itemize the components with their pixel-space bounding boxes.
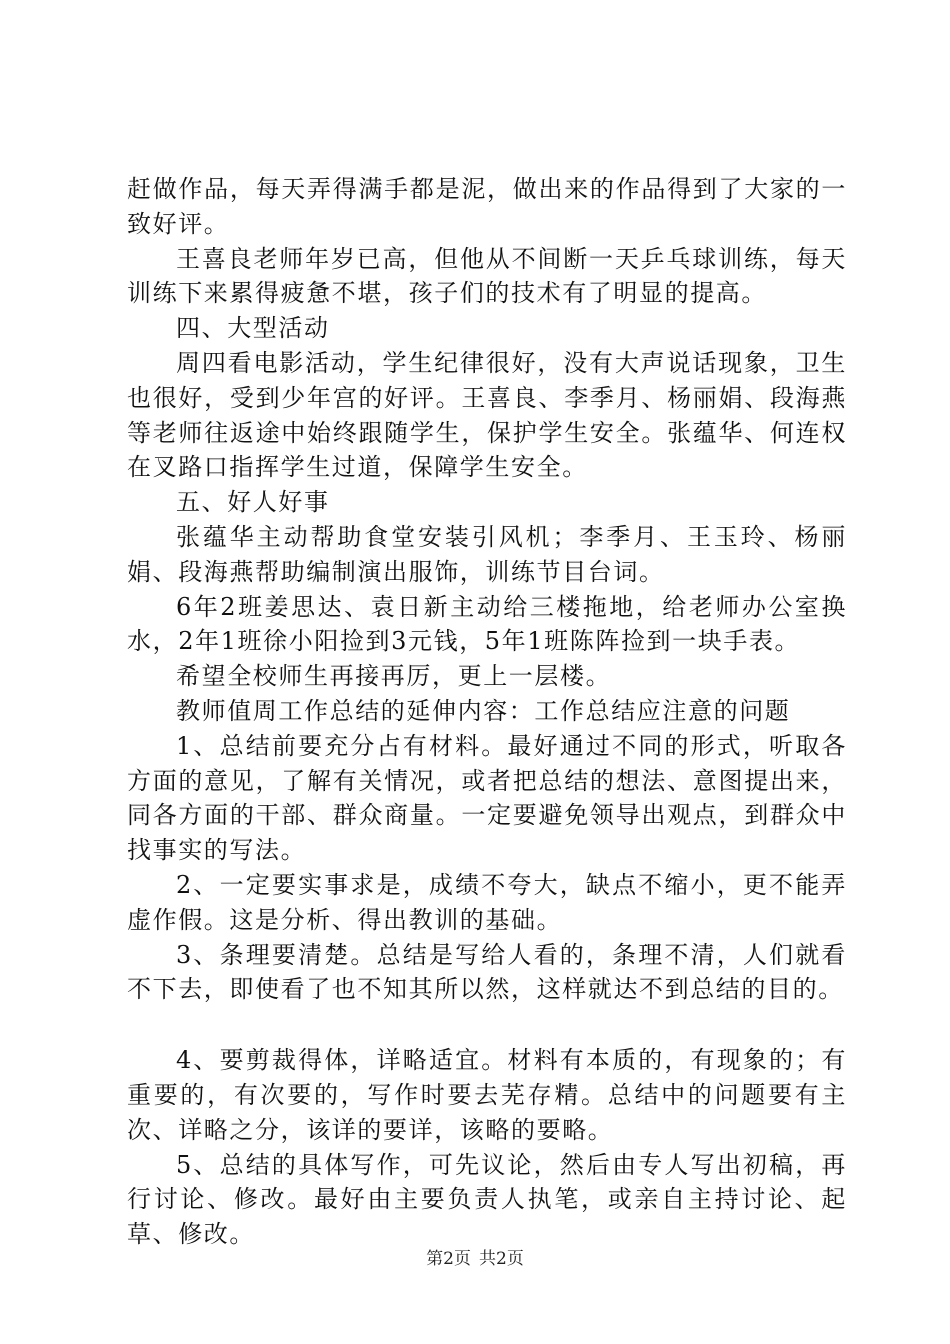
tip-5: 5、总结的具体写作，可先议论，然后由专人写出初稿，再行讨论、修改。最好由主要负责人执笔，或亲自主持讨论、起草、修改。: [127, 1150, 847, 1249]
paragraph-4: 张蕴华主动帮助食堂安装引风机；李季月、王玉玲、杨丽娟、段海燕帮助编制演出服饰，训练节目台词。: [127, 522, 847, 586]
blank-line: [127, 1007, 847, 1043]
page-number-total: 共2页: [479, 1249, 524, 1269]
section-heading-5: 五、好人好事: [176, 488, 330, 517]
section-heading-4: 四、大型活动: [176, 314, 330, 343]
paragraph-2: 王喜良老师年岁已高，但他从不间断一天乒乓球训练，每天训练下来累得疲惫不堪，孩子们的技术有了明显的提高。: [127, 244, 847, 308]
tip-1: 1、总结前要充分占有材料。最好通过不同的形式，听取各方面的意见，了解有关情况，或者把总结的想法、意图提出来，同各方面的干部、群众商量。一定要避免领导出观点，到群众中找事实的写法。: [127, 731, 847, 865]
paragraph-5: 6年2班姜思达、袁日新主动给三楼拖地，给老师办公室换水，2年1班徐小阳捡到3元钱，5年1班陈阵捡到一块手表。: [127, 592, 847, 656]
page-footer: [0, 1244, 950, 1269]
paragraph-6: 希望全校师生再接再厉，更上一层楼。: [176, 662, 612, 691]
tip-4: 4、要剪裁得体，详略适宜。材料有本质的，有现象的；有重要的，有次要的，写作时要去芜存精。总结中的问题要有主次、详略之分，该详的要详，该略的要略。: [127, 1046, 847, 1144]
paragraph-3: 周四看电影活动，学生纪律很好，没有大声说话现象，卫生也很好，受到少年宫的好评。王喜良、李季月、杨丽娟、段海燕等老师往返途中始终跟随学生，保护学生安全。张蕴华、何连权在叉路口指挥学生过道，保障学生安全。: [127, 348, 847, 482]
extension-heading: 教师值周工作总结的延伸内容：工作总结应注意的问题: [176, 696, 791, 725]
document-body: [127, 172, 847, 1252]
tip-3: 3、条理要清楚。总结是写给人看的，条理不清，人们就看不下去，即使看了也不知其所以然，这样就达不到总结的目的。: [127, 940, 847, 1004]
page-number-current: 第2页: [426, 1249, 471, 1269]
paragraph-1: 赶做作品，每天弄得满手都是泥，做出来的作品得到了大家的一致好评。: [127, 175, 847, 238]
tip-2: 2、一定要实事求是，成绩不夸大，缺点不缩小，更不能弄虚作假。这是分析、得出教训的基础。: [127, 870, 847, 934]
